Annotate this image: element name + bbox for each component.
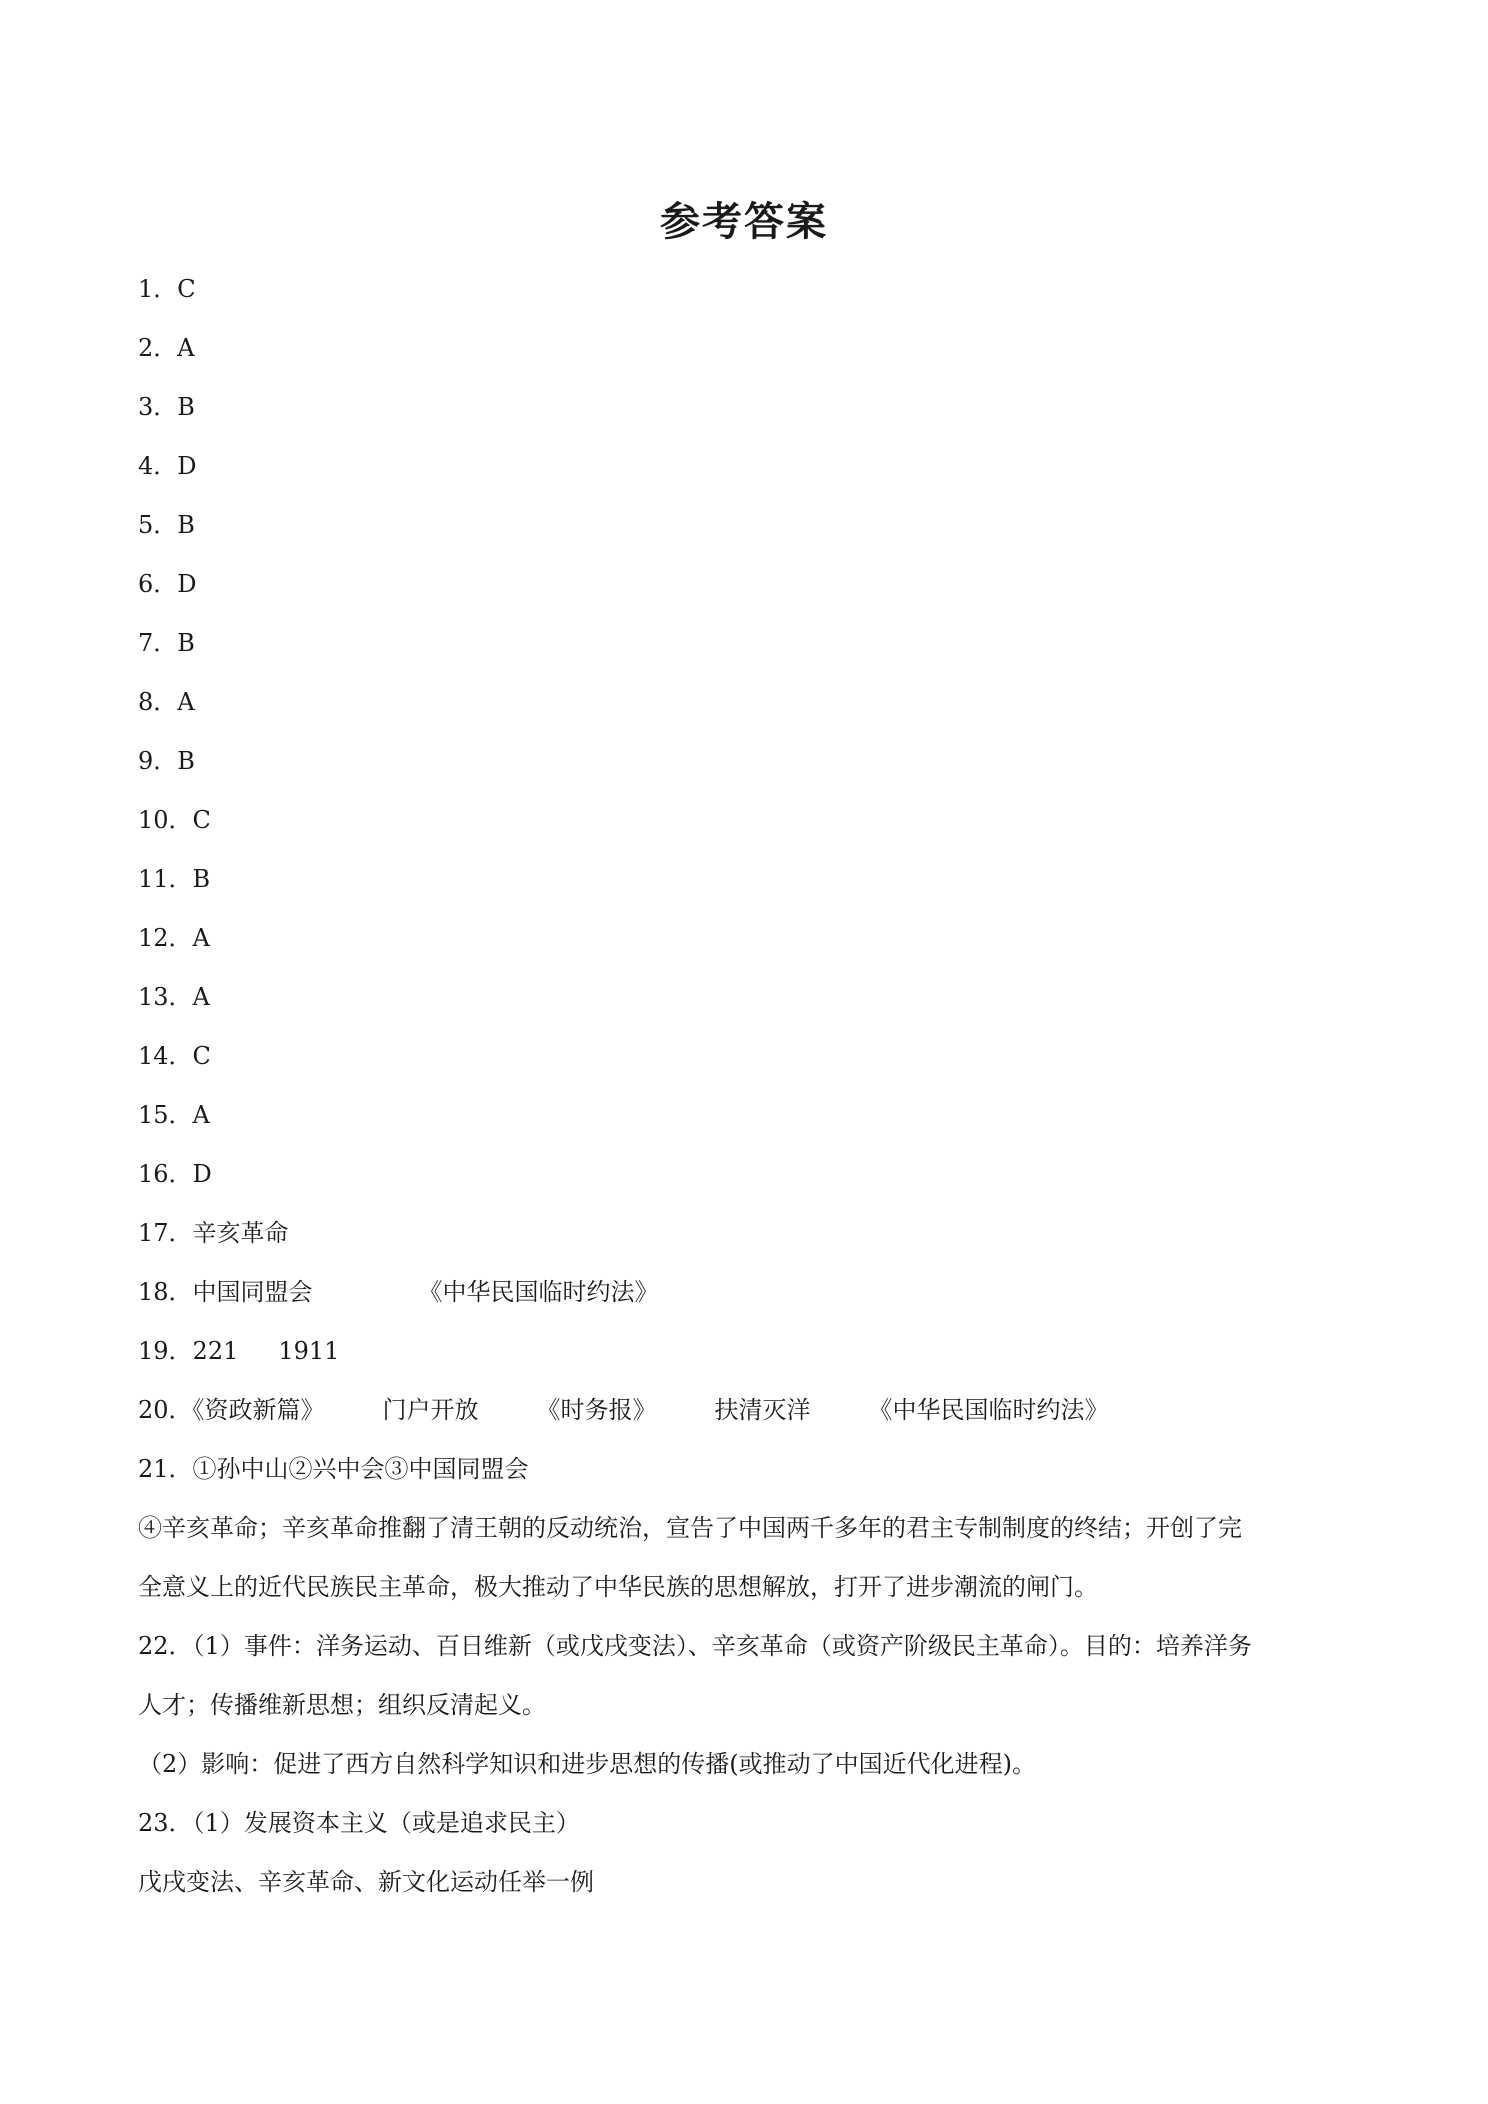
answer-blank-3: 《时务报》 <box>536 1396 657 1424</box>
answer-paragraph-line: （2）影响：促进了西方自然科学知识和进步思想的传播(或推动了中国近代化进程)。 <box>138 1750 1036 1778</box>
answer-line <box>138 567 197 601</box>
answer-text: A <box>177 688 195 716</box>
answer-number: 16． <box>138 1160 193 1188</box>
answer-blank-2: 门户开放 <box>382 1396 479 1424</box>
answer-number: 22． <box>138 1632 193 1660</box>
answer-number: 3． <box>138 393 178 421</box>
answer-blank-2: 1911 <box>278 1337 340 1365</box>
answer-line <box>138 390 195 424</box>
answer-blank-5: 《中华民国临时约法》 <box>868 1396 1109 1424</box>
answer-line-20 <box>138 1393 1109 1427</box>
answer-text: （1）发展资本主义（或是追求民主） <box>192 1809 580 1837</box>
answer-line <box>138 449 197 483</box>
answer-number: 8． <box>138 688 178 716</box>
answer-number: 7． <box>138 629 178 657</box>
answer-text: A <box>177 334 195 362</box>
answer-text: ①孙中山②兴中会③中国同盟会 <box>192 1455 529 1483</box>
answer-blank-4: 扶清灭洋 <box>714 1396 811 1424</box>
answer-text: B <box>177 511 195 539</box>
answer-number: 12． <box>138 924 193 952</box>
answer-line <box>138 508 195 542</box>
answer-blank-1: 中国同盟会 <box>192 1278 313 1306</box>
answer-line <box>138 1157 212 1191</box>
answer-text: （1）事件：洋务运动、百日维新（或戊戌变法）、辛亥革命（或资产阶级民主革命）。目的：培养洋务 <box>192 1632 1252 1660</box>
answer-line <box>138 1098 210 1132</box>
answer-blank-1: 《资政新篇》 <box>192 1396 325 1424</box>
answer-line-23 <box>138 1806 580 1840</box>
answer-line <box>138 331 195 365</box>
answer-paragraph-line: 人才；传播维新思想；组织反清起义。 <box>138 1691 546 1719</box>
answer-number: 14． <box>138 1042 193 1070</box>
answer-line <box>138 1039 211 1073</box>
answer-line <box>138 626 195 660</box>
answer-number: 2． <box>138 334 178 362</box>
answer-line <box>138 744 195 778</box>
answer-line-19 <box>138 1334 339 1368</box>
answer-line <box>138 272 196 306</box>
answer-text: B <box>177 747 195 775</box>
answer-number: 5． <box>138 511 178 539</box>
answer-number: 1． <box>138 275 178 303</box>
answer-blank-2: 《中华民国临时约法》 <box>418 1278 659 1306</box>
answer-number: 19． <box>138 1337 193 1365</box>
answer-line <box>138 1216 289 1250</box>
answer-text: D <box>192 1160 212 1188</box>
answer-line <box>138 685 195 719</box>
answer-number: 18． <box>138 1278 193 1306</box>
answer-line-21 <box>138 1452 529 1486</box>
answer-text: C <box>192 806 211 834</box>
answer-number: 9． <box>138 747 178 775</box>
answer-line-22 <box>138 1629 1252 1663</box>
answer-text: D <box>177 570 197 598</box>
answer-number: 17． <box>138 1219 193 1247</box>
answer-number: 6． <box>138 570 178 598</box>
answer-text: C <box>177 275 196 303</box>
answer-text: A <box>192 983 210 1011</box>
answer-line <box>138 862 210 896</box>
answer-number: 23． <box>138 1809 193 1837</box>
answer-line <box>138 803 211 837</box>
answer-line-18 <box>138 1275 659 1309</box>
answer-line <box>138 921 210 955</box>
answer-number: 15． <box>138 1101 193 1129</box>
answer-blank-1: 221 <box>192 1337 239 1365</box>
answer-line <box>138 980 210 1014</box>
answer-text: D <box>177 452 197 480</box>
answer-paragraph-line: 戊戌变法、辛亥革命、新文化运动任举一例 <box>138 1868 594 1896</box>
page-title: 参考答案 <box>660 199 828 245</box>
answer-text: C <box>192 1042 211 1070</box>
answer-number: 10． <box>138 806 193 834</box>
answer-number: 4． <box>138 452 178 480</box>
answer-number: 21． <box>138 1455 193 1483</box>
answer-number: 11． <box>138 865 193 893</box>
answer-number: 20． <box>138 1396 193 1424</box>
answer-text: 辛亥革命 <box>192 1219 289 1247</box>
answer-text: B <box>177 629 195 657</box>
answer-text: B <box>177 393 195 421</box>
answer-text: A <box>192 1101 210 1129</box>
answer-paragraph-line: ④辛亥革命；辛亥革命推翻了清王朝的反动统治，宣告了中国两千多年的君主专制制度的终结；开创了完 <box>138 1514 1242 1542</box>
answer-text: A <box>192 924 210 952</box>
answer-paragraph-line: 全意义上的近代民族民主革命，极大推动了中华民族的思想解放，打开了进步潮流的闸门。 <box>138 1573 1098 1601</box>
answer-text: B <box>192 865 211 893</box>
answer-number: 13． <box>138 983 193 1011</box>
